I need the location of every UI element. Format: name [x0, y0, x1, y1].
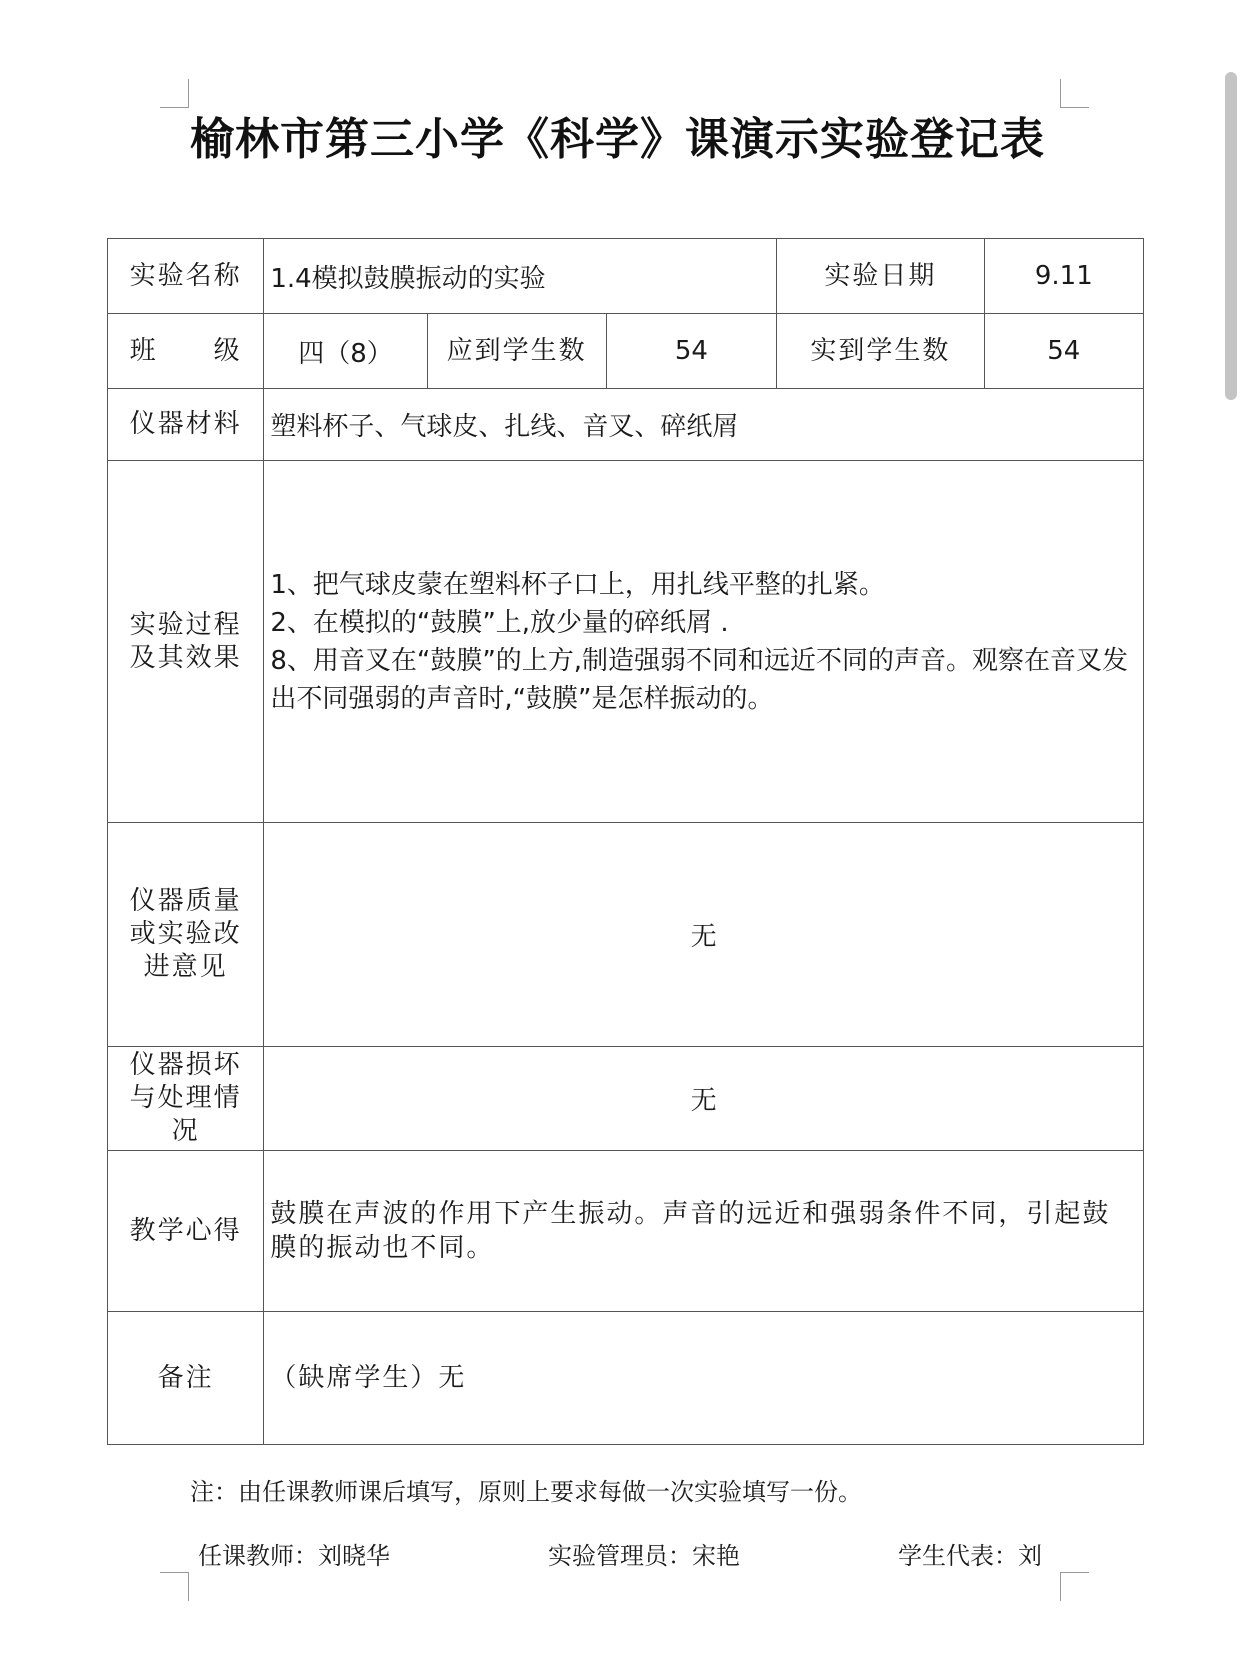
quality-value: 无	[264, 823, 1144, 1047]
remarks-label: 备注	[108, 1312, 264, 1445]
expected-students-label: 应到学生数	[427, 314, 606, 389]
process-step: 2、在模拟的“鼓膜”上,放少量的碎纸屑 .	[270, 607, 729, 638]
signature-label: 任课教师：	[198, 1542, 318, 1570]
actual-students-value: 54	[984, 314, 1143, 389]
reflection-value: 鼓膜在声波的作用下产生振动。声音的远近和强弱条件不同，引起鼓膜的振动也不同。	[264, 1151, 1144, 1312]
damage-label-line: 仪器损坏	[129, 1050, 242, 1080]
reflection-label: 教学心得	[108, 1151, 264, 1312]
table-row-quality	[108, 823, 1144, 1047]
damage-label-line: 与处理情	[129, 1083, 242, 1113]
signature-label: 学生代表：	[898, 1542, 1018, 1570]
crop-mark-bottom-right	[1060, 1572, 1089, 1601]
table-row-experiment-name	[108, 239, 1144, 314]
table-row-reflection	[108, 1151, 1144, 1312]
table-row-materials	[108, 389, 1144, 461]
experiment-date-value: 9.11	[984, 239, 1143, 314]
process-label	[108, 461, 264, 823]
expected-students-value: 54	[606, 314, 777, 389]
signature-label: 实验管理员：	[548, 1542, 692, 1570]
signature-teacher	[198, 1536, 390, 1571]
quality-label-line: 进意见	[143, 952, 228, 982]
quality-label-line: 仪器质量	[129, 886, 242, 916]
process-label-line: 及其效果	[129, 642, 242, 673]
experiment-name-label: 实验名称	[108, 239, 264, 314]
signature-lab-manager	[548, 1536, 740, 1571]
process-steps	[264, 461, 1144, 823]
table-row-damage	[108, 1047, 1144, 1151]
footnote: 注：由任课教师课后填写，原则上要求每做一次实验填写一份。	[190, 1478, 862, 1506]
quality-label	[108, 823, 264, 1047]
crop-mark-top-left	[160, 79, 189, 108]
signature-value: 刘晓华	[318, 1542, 390, 1570]
table-row-remarks	[108, 1312, 1144, 1445]
crop-mark-top-right	[1060, 79, 1089, 108]
signature-student-rep	[898, 1536, 1042, 1571]
quality-label-line: 或实验改	[129, 919, 242, 949]
experiment-date-label: 实验日期	[777, 239, 984, 314]
remarks-value: （缺席学生）无	[264, 1312, 1144, 1445]
class-label: 班 级	[108, 314, 264, 389]
experiment-registration-table	[107, 238, 1144, 1445]
actual-students-label: 实到学生数	[777, 314, 984, 389]
materials-label: 仪器材料	[108, 389, 264, 461]
class-value: 四（8）	[264, 314, 427, 389]
vertical-scrollbar[interactable]	[1225, 72, 1237, 400]
materials-value: 塑料杯子、气球皮、扎线、音叉、碎纸屑	[264, 389, 1144, 461]
signature-value: 宋艳	[692, 1542, 740, 1570]
process-step: 1、把气球皮蒙在塑料杯子口上，用扎线平整的扎紧。	[270, 569, 885, 600]
crop-mark-bottom-left	[160, 1572, 189, 1601]
table-row-class-info	[108, 314, 1144, 389]
experiment-name-value: 1.4模拟鼓膜振动的实验	[264, 239, 777, 314]
table-row-process	[108, 461, 1144, 823]
document-title: 榆林市第三小学《科学》课演示实验登记表	[190, 114, 1045, 165]
damage-label	[108, 1047, 264, 1151]
process-step: 8、用音叉在“鼓膜”的上方,制造强弱不同和远近不同的声音。观察在音叉发出不同强弱的声音时,“鼓膜”是怎样振动的。	[270, 645, 1129, 714]
damage-label-line: 况	[171, 1116, 200, 1146]
signature-value: 刘	[1018, 1542, 1042, 1570]
damage-value: 无	[264, 1047, 1144, 1151]
process-label-line: 实验过程	[129, 609, 242, 640]
